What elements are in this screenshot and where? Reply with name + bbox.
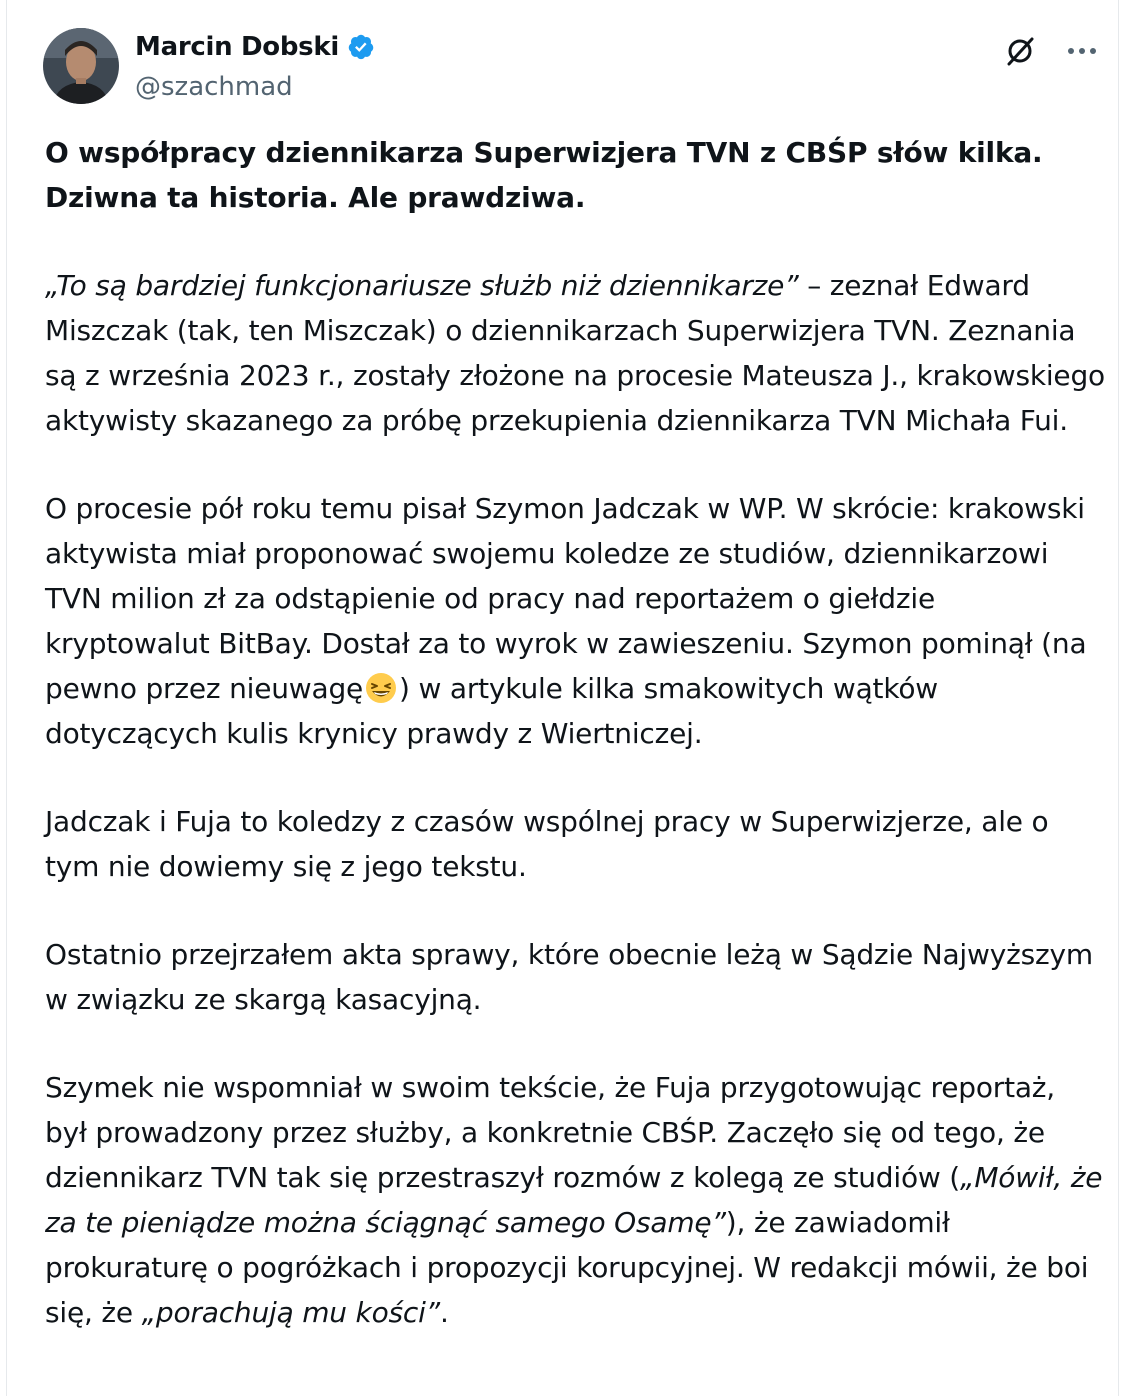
post-text bbox=[45, 130, 1105, 1378]
display-name-row bbox=[135, 30, 375, 64]
grok-icon[interactable] bbox=[1003, 34, 1037, 68]
lead-line-1: O współpracy dziennikarza Superwizjera TVN z CBŚP słów kilka. bbox=[45, 136, 1043, 169]
quote-koscie: „porachują mu kości” bbox=[141, 1296, 440, 1329]
handle[interactable]: @szachmad bbox=[135, 72, 293, 102]
verified-badge-icon bbox=[347, 33, 375, 61]
paragraph-5-end: . bbox=[439, 1296, 449, 1329]
paragraph-2-text-a: O procesie pół roku temu pisał Szymon Jadczak w WP. W skrócie: krakowski aktywista miał proponować swojemu koledze ze studiów, dziennikarzowi TVN milion zł za odstąpienie od pracy nad reportażem o giełdzie kryptowalut BitBay. Dostał za to wyrok w zawieszeniu. Szymon pominął (na pewno przez nieuwagę bbox=[45, 492, 1087, 705]
lead-line-2: Dziwna ta historia. Ale prawdziwa. bbox=[45, 181, 586, 214]
paragraph-3: Jadczak i Fuja to koledzy z czasów wspólnej pracy w Superwizjerze, ale o tym nie dowiemy się z jego tekstu. bbox=[45, 805, 1049, 883]
quote-osama: „Mówił, że za te pieniądze można ściągnąć samego Osamę” bbox=[45, 1161, 1103, 1239]
avatar[interactable] bbox=[43, 28, 119, 104]
quote-miszczak: „To są bardziej funkcjonariusze służb niż dziennikarze” bbox=[45, 269, 799, 302]
paragraph-4: Ostatnio przejrzałem akta sprawy, które obecnie leżą w Sądzie Najwyższym w związku ze skargą kasacyjną. bbox=[45, 938, 1093, 1016]
paragraph-2 bbox=[45, 486, 1105, 756]
paragraph-5 bbox=[45, 1065, 1105, 1335]
header-actions bbox=[1003, 34, 1099, 68]
paragraph-1-text: – zeznał Edward Miszczak (tak, ten Miszczak) o dziennikarzach Superwizjera TVN. Zeznania są z września 2023 r., zostały złożone na procesie Mateusza J., krakowskiego aktywisty skazanego za próbę przekupienia dziennikarza TVN Michała Fui. bbox=[45, 269, 1105, 437]
post-card bbox=[6, 0, 1119, 1396]
paragraph-5-text-b: ), że zawiadomił prokuraturę o pogróżkach i propozycji korupcyjnej. W redakcji mówii, że boi się, że bbox=[45, 1206, 1089, 1329]
paragraph-2-text-b: ) w artykule kilka smakowitych wątków dotyczących kulis krynicy prawdy z Wiertniczej. bbox=[45, 672, 938, 750]
paragraph-1 bbox=[45, 263, 1105, 443]
paragraph-5-text-a: Szymek nie wspomniał w swoim tekście, że Fuja przygotowując reportaż, był prowadzony przez służby, a konkretnie CBŚP. Zaczęło się od tego, że dziennikarz TVN tak się przestraszył rozmów z kolegą ze studiów ( bbox=[45, 1071, 1056, 1194]
display-name[interactable]: Marcin Dobski bbox=[135, 32, 339, 62]
author-names bbox=[135, 30, 375, 104]
more-icon[interactable] bbox=[1065, 34, 1099, 68]
post-lead bbox=[45, 130, 1105, 220]
grinning-squinting-face-emoji bbox=[365, 672, 397, 704]
post-header bbox=[43, 26, 1103, 106]
